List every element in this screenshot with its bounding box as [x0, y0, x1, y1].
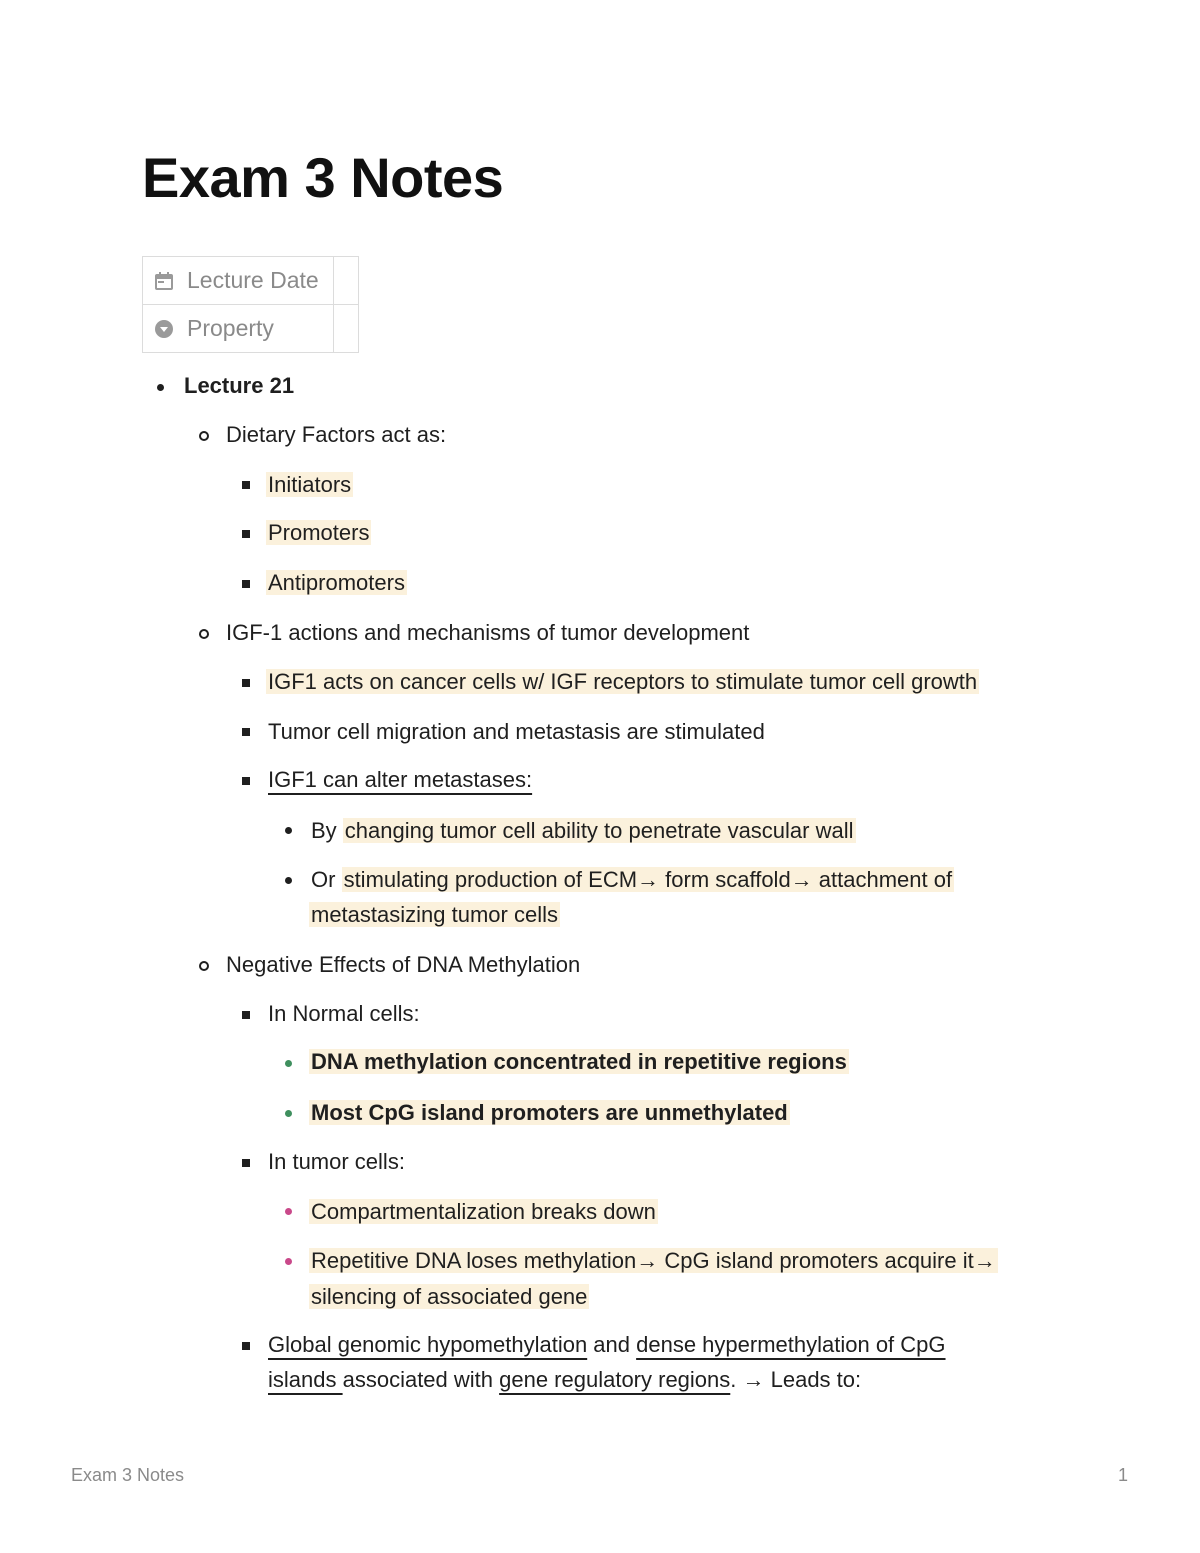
bullet	[157, 384, 164, 391]
bullet	[285, 877, 292, 884]
list-item: Compartmentalization breaks down	[311, 1199, 656, 1224]
bullet	[285, 827, 292, 834]
list-item: In tumor cells:	[268, 1149, 405, 1174]
dropdown-icon	[153, 318, 175, 340]
bullet	[199, 961, 209, 971]
list-item: Or stimulating production of ECM→ form scaffold→ attachment of	[311, 867, 953, 892]
lecture-heading: Lecture 21	[184, 373, 295, 398]
page-number: 1	[1118, 1465, 1129, 1485]
list-item: Tumor cell migration and metastasis are stimulated	[268, 719, 765, 744]
property-value[interactable]	[334, 305, 359, 353]
list-item: Promoters	[268, 520, 370, 545]
properties-table	[142, 256, 359, 353]
property-row-property[interactable]	[143, 305, 359, 353]
list-item: By changing tumor cell ability to penetrate vascular wall	[311, 818, 854, 843]
list-item: Dietary Factors act as:	[226, 422, 447, 447]
page-title: Exam 3 Notes	[142, 146, 504, 209]
property-label: Property	[187, 315, 274, 341]
property-value[interactable]	[334, 257, 359, 305]
property-label: Lecture Date	[187, 267, 319, 293]
list-item-continuation: islands associated with gene regulatory regions. → Leads to:	[268, 1367, 862, 1392]
bullet	[242, 679, 250, 687]
list-item-continuation: metastasizing tumor cells	[311, 902, 558, 927]
list-item: In Normal cells:	[268, 1001, 420, 1026]
bullet	[242, 1011, 250, 1019]
bullet	[242, 580, 250, 588]
bullet	[242, 1159, 250, 1167]
footer-title: Exam 3 Notes	[71, 1465, 185, 1485]
calendar-icon	[153, 270, 175, 292]
list-item: IGF-1 actions and mechanisms of tumor development	[226, 620, 750, 645]
list-item: IGF1 can alter metastases:	[268, 767, 533, 792]
bullet	[242, 1342, 250, 1350]
bullet	[285, 1060, 292, 1067]
list-item: Most CpG island promoters are unmethylated	[311, 1100, 788, 1125]
bullet	[199, 629, 209, 639]
list-item: Repetitive DNA loses methylation→ CpG island promoters acquire it→	[311, 1248, 996, 1273]
list-item: DNA methylation concentrated in repetitive regions	[311, 1049, 847, 1074]
bullet	[242, 530, 250, 538]
bullet	[199, 431, 209, 441]
list-item: Negative Effects of DNA Methylation	[226, 952, 581, 977]
list-item: Initiators	[268, 472, 352, 497]
property-row-lecture-date[interactable]	[143, 257, 359, 305]
list-item: Global genomic hypomethylation and dense hypermethylation of CpG	[268, 1332, 946, 1357]
bullet	[242, 777, 250, 785]
list-item: Antipromoters	[268, 570, 405, 595]
bullet	[285, 1110, 292, 1117]
bullet	[285, 1258, 292, 1265]
list-item-continuation: silencing of associated gene	[311, 1284, 588, 1309]
bullet	[242, 481, 250, 489]
bullet	[242, 728, 250, 736]
bullet	[285, 1208, 292, 1215]
list-item: IGF1 acts on cancer cells w/ IGF receptors to stimulate tumor cell growth	[268, 669, 978, 694]
